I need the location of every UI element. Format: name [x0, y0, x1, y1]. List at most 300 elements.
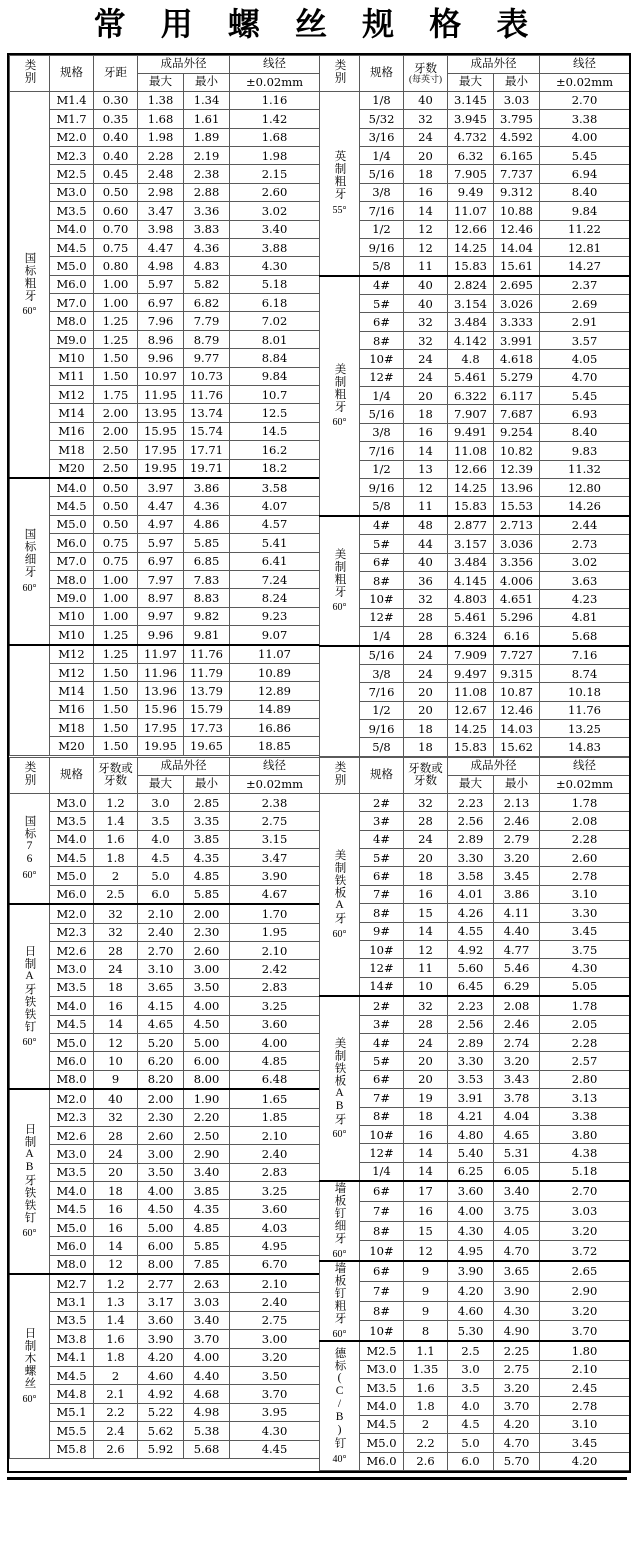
- cell-outer-max: 13.96: [138, 682, 184, 700]
- cell-outer-max: 15.96: [138, 700, 184, 718]
- cell-outer-min: 3.36: [184, 202, 230, 220]
- cell-outer-max: 2.89: [448, 1033, 494, 1051]
- cell-outer-max: 3.30: [448, 849, 494, 867]
- cell-outer-min: 9.315: [494, 664, 540, 682]
- cell-wire: 16.86: [230, 719, 320, 737]
- cell-wire: 9.23: [230, 607, 320, 625]
- cell-wire: 4.23: [540, 590, 630, 608]
- cell-wire: 1.70: [230, 904, 320, 923]
- header-spec: 规格: [360, 757, 404, 793]
- cell-outer-min: 7.83: [184, 570, 230, 588]
- cell-pitch-or-teeth: 13: [404, 460, 448, 478]
- cell-wire: 4.38: [540, 1144, 630, 1162]
- table-row: [320, 368, 630, 386]
- cell-pitch-or-teeth: 20: [404, 683, 448, 701]
- table-row: [320, 405, 630, 423]
- cell-outer-min: 17.71: [184, 441, 230, 459]
- cell-outer-min: 4.40: [494, 922, 540, 940]
- cell-wire: 3.10: [540, 885, 630, 903]
- cell-outer-max: 8.97: [138, 589, 184, 607]
- cell-spec: M11: [50, 367, 94, 385]
- cell-outer-min: 6.117: [494, 387, 540, 405]
- cell-outer-max: 4.21: [448, 1107, 494, 1125]
- cell-spec: M6.0: [360, 1452, 404, 1470]
- cell-outer-max: 1.38: [138, 91, 184, 109]
- cell-outer-max: 9.96: [138, 349, 184, 367]
- cell-pitch-or-teeth: 18: [94, 978, 138, 996]
- cell-outer-max: 4.95: [448, 1241, 494, 1261]
- cell-wire: 2.73: [540, 535, 630, 553]
- cell-spec: M1.7: [50, 110, 94, 128]
- cell-pitch-or-teeth: 1.00: [94, 589, 138, 607]
- cell-outer-max: 6.00: [138, 1237, 184, 1255]
- table-row: [10, 404, 320, 422]
- cell-outer-max: 4.97: [138, 515, 184, 533]
- cell-wire: 3.70: [540, 1321, 630, 1341]
- row-category-angle: 60°: [332, 601, 347, 613]
- table-row: [320, 128, 630, 146]
- row-category: [10, 645, 50, 756]
- table-row: [10, 719, 320, 737]
- table-row: [10, 1311, 320, 1329]
- cell-outer-max: 4.80: [448, 1125, 494, 1143]
- cell-outer-max: 7.909: [448, 646, 494, 665]
- cell-pitch-or-teeth: 9: [404, 1261, 448, 1281]
- cell-wire: 3.25: [230, 1182, 320, 1200]
- table-row: [320, 812, 630, 830]
- row-category: [10, 904, 50, 1089]
- table-row: [320, 1125, 630, 1143]
- table-row: [320, 646, 630, 665]
- row-category-label: 美制铁板AB牙: [333, 1036, 346, 1126]
- cell-wire: 3.88: [230, 238, 320, 256]
- cell-outer-min: 3.85: [184, 830, 230, 848]
- cell-spec: M4.0: [50, 220, 94, 238]
- table-row: [320, 183, 630, 201]
- cell-wire: 2.45: [540, 1378, 630, 1396]
- cell-wire: 2.78: [540, 867, 630, 885]
- cell-wire: 2.83: [230, 1163, 320, 1181]
- cell-outer-max: 15.83: [448, 738, 494, 756]
- table-row: [10, 552, 320, 570]
- cell-outer-min: 2.75: [494, 1360, 540, 1378]
- cell-pitch-or-teeth: 1.25: [94, 312, 138, 330]
- cell-wire: 18.85: [230, 737, 320, 755]
- cell-outer-min: 10.73: [184, 367, 230, 385]
- table-row: [10, 1293, 320, 1311]
- cell-outer-max: 7.96: [138, 312, 184, 330]
- row-category-angle: 60°: [22, 305, 37, 317]
- cell-pitch-or-teeth: 1.35: [404, 1360, 448, 1378]
- table-row: [10, 849, 320, 867]
- cell-spec: 1/4: [360, 146, 404, 164]
- cell-outer-min: 2.713: [494, 516, 540, 535]
- cell-pitch-or-teeth: 16: [404, 183, 448, 201]
- cell-wire: 3.02: [540, 553, 630, 571]
- cell-outer-min: 12.46: [494, 701, 540, 719]
- cell-pitch-or-teeth: 14: [94, 1015, 138, 1033]
- cell-wire: 3.20: [540, 1301, 630, 1321]
- row-category-angle: 60°: [22, 870, 37, 882]
- table-row: [10, 91, 320, 109]
- spec-tables-wrapper: [7, 53, 627, 1473]
- cell-spec: 5/8: [360, 257, 404, 276]
- cell-spec: 6#: [360, 1070, 404, 1088]
- cell-pitch-or-teeth: 0.50: [94, 497, 138, 515]
- cell-outer-max: 11.97: [138, 645, 184, 664]
- cell-outer-min: 5.279: [494, 368, 540, 386]
- cell-outer-max: 2.23: [448, 793, 494, 811]
- table-row: [320, 1415, 630, 1433]
- cell-spec: M5.0: [50, 515, 94, 533]
- cell-outer-max: 3.98: [138, 220, 184, 238]
- cell-spec: M5.8: [50, 1440, 94, 1458]
- table-row: [10, 1348, 320, 1366]
- row-category-label: 墙板钉细牙: [333, 1182, 346, 1245]
- cell-wire: 14.83: [540, 738, 630, 756]
- cell-spec: M4.8: [50, 1385, 94, 1403]
- cell-spec: M4.0: [360, 1397, 404, 1415]
- cell-outer-max: 2.28: [138, 146, 184, 164]
- cell-pitch-or-teeth: 2.50: [94, 459, 138, 478]
- cell-outer-max: 1.98: [138, 128, 184, 146]
- header-max: 最大: [448, 73, 494, 91]
- cell-outer-max: 5.40: [448, 1144, 494, 1162]
- cell-wire: 3.45: [540, 922, 630, 940]
- cell-pitch-or-teeth: 2.2: [94, 1403, 138, 1421]
- table-row: [320, 1341, 630, 1360]
- header-max: 最大: [138, 775, 184, 793]
- cell-outer-min: 3.03: [184, 1293, 230, 1311]
- table-row: [320, 110, 630, 128]
- cell-spec: 4#: [360, 830, 404, 848]
- cell-spec: 8#: [360, 571, 404, 589]
- cell-spec: M5.0: [360, 1434, 404, 1452]
- cell-outer-min: 13.96: [494, 479, 540, 497]
- header-wire-dia: 线径: [230, 757, 320, 775]
- table-row: [10, 257, 320, 275]
- cell-pitch-or-teeth: 17: [404, 1181, 448, 1201]
- cell-pitch-or-teeth: 1.1: [404, 1341, 448, 1360]
- cell-wire: 2.40: [230, 1293, 320, 1311]
- cell-spec: M4.5: [360, 1415, 404, 1433]
- cell-outer-max: 4.47: [138, 238, 184, 256]
- cell-outer-max: 4.732: [448, 128, 494, 146]
- cell-outer-min: 15.74: [184, 422, 230, 440]
- cell-outer-min: 4.04: [494, 1107, 540, 1125]
- table-row: [320, 683, 630, 701]
- cell-outer-min: 3.036: [494, 535, 540, 553]
- right-lower-container: [319, 757, 630, 1472]
- cell-outer-min: 4.36: [184, 238, 230, 256]
- cell-wire: 6.93: [540, 405, 630, 423]
- cell-outer-min: 4.35: [184, 1200, 230, 1218]
- cell-wire: 14.27: [540, 257, 630, 276]
- cell-wire: 8.24: [230, 589, 320, 607]
- row-category: [320, 793, 360, 996]
- cell-outer-min: 9.82: [184, 607, 230, 625]
- cell-outer-max: 4.50: [138, 1200, 184, 1218]
- cell-outer-max: 4.20: [448, 1281, 494, 1301]
- cell-outer-min: 3.40: [184, 1311, 230, 1329]
- table-row: [10, 1218, 320, 1236]
- cell-wire: 11.22: [540, 220, 630, 238]
- table-row: [10, 441, 320, 459]
- cell-spec: 12#: [360, 1144, 404, 1162]
- table-row: [10, 1366, 320, 1384]
- cell-outer-min: 4.85: [184, 867, 230, 885]
- cell-wire: 3.60: [230, 1015, 320, 1033]
- table-row: [320, 627, 630, 646]
- cell-pitch-or-teeth: 36: [404, 571, 448, 589]
- cell-pitch-or-teeth: 0.30: [94, 91, 138, 109]
- cell-outer-max: 9.96: [138, 626, 184, 645]
- cell-pitch-or-teeth: 28: [94, 941, 138, 959]
- cell-spec: M3.5: [50, 1163, 94, 1181]
- cell-outer-max: 4.92: [448, 940, 494, 958]
- row-category-angle: 60°: [332, 417, 347, 429]
- cell-outer-max: 3.65: [138, 978, 184, 996]
- cell-outer-min: 8.00: [184, 1070, 230, 1089]
- cell-pitch-or-teeth: 1.25: [94, 626, 138, 645]
- cell-spec: 1/2: [360, 701, 404, 719]
- cell-pitch-or-teeth: 1.4: [94, 1311, 138, 1329]
- table-row: [320, 202, 630, 220]
- cell-wire: 3.30: [540, 904, 630, 922]
- cell-outer-min: 2.90: [184, 1145, 230, 1163]
- cell-wire: 1.85: [230, 1108, 320, 1126]
- cell-outer-max: 5.62: [138, 1422, 184, 1440]
- cell-outer-max: 2.877: [448, 516, 494, 535]
- cell-wire: 1.80: [540, 1341, 630, 1360]
- cell-spec: 5/8: [360, 738, 404, 756]
- cell-wire: 2.42: [230, 960, 320, 978]
- cell-pitch-or-teeth: 40: [404, 295, 448, 313]
- cell-outer-min: 3.03: [494, 91, 540, 109]
- cell-pitch-or-teeth: 12: [94, 1255, 138, 1274]
- cell-outer-min: 15.79: [184, 700, 230, 718]
- header-teeth-label: 牙数或牙数: [408, 763, 443, 788]
- table-row: [10, 867, 320, 885]
- cell-outer-max: 3.97: [138, 478, 184, 497]
- cell-wire: 3.63: [540, 571, 630, 589]
- cell-pitch-or-teeth: 0.50: [94, 478, 138, 497]
- header-teeth-unit: (每英寸): [409, 73, 442, 84]
- cell-pitch-or-teeth: 20: [404, 1052, 448, 1070]
- cell-outer-max: 8.96: [138, 330, 184, 348]
- cell-pitch-or-teeth: 1.50: [94, 682, 138, 700]
- cell-outer-max: 4.20: [138, 1348, 184, 1366]
- cell-spec: 4#: [360, 276, 404, 295]
- cell-spec: M5.0: [50, 257, 94, 275]
- cell-outer-max: 3.17: [138, 1293, 184, 1311]
- cell-outer-min: 4.36: [184, 497, 230, 515]
- cell-pitch-or-teeth: 0.75: [94, 534, 138, 552]
- cell-outer-max: 3.157: [448, 535, 494, 553]
- cell-wire: 4.95: [230, 1237, 320, 1255]
- cell-spec: 9/16: [360, 720, 404, 738]
- cell-outer-max: 3.10: [138, 960, 184, 978]
- cell-wire: 3.70: [230, 1385, 320, 1403]
- cell-outer-min: 3.43: [494, 1070, 540, 1088]
- cell-outer-max: 4.30: [448, 1221, 494, 1241]
- cell-pitch-or-teeth: 1.50: [94, 367, 138, 385]
- cell-outer-max: 2.30: [138, 1108, 184, 1126]
- cell-spec: 7#: [360, 885, 404, 903]
- cell-wire: 2.60: [230, 183, 320, 201]
- cell-outer-min: 4.70: [494, 1434, 540, 1452]
- cell-outer-max: 12.66: [448, 460, 494, 478]
- table-row: [320, 959, 630, 977]
- cell-spec: M3.0: [50, 793, 94, 811]
- cell-outer-min: 5.46: [494, 959, 540, 977]
- table-row: [320, 940, 630, 958]
- cell-outer-min: 4.98: [184, 1403, 230, 1421]
- cell-outer-max: 10.97: [138, 367, 184, 385]
- cell-wire: 7.24: [230, 570, 320, 588]
- cell-wire: 4.81: [540, 608, 630, 626]
- cell-pitch-or-teeth: 2.6: [94, 1440, 138, 1458]
- cell-wire: 9.07: [230, 626, 320, 645]
- table-row: [10, 663, 320, 681]
- cell-pitch-or-teeth: 8: [404, 1321, 448, 1341]
- row-category-angle: 60°: [22, 1228, 37, 1240]
- cell-pitch-or-teeth: 2: [404, 1415, 448, 1433]
- cell-outer-min: 2.79: [494, 830, 540, 848]
- cell-pitch-or-teeth: 24: [94, 1145, 138, 1163]
- header-teeth-label: 牙数: [414, 62, 437, 75]
- cell-outer-min: 12.46: [494, 220, 540, 238]
- header-outer-dia: 成品外径: [138, 55, 230, 73]
- cell-outer-min: 3.50: [184, 978, 230, 996]
- table-row: [10, 960, 320, 978]
- cell-spec: 7#: [360, 1089, 404, 1107]
- cell-wire: 14.89: [230, 700, 320, 718]
- cell-wire: 3.60: [230, 1200, 320, 1218]
- cell-spec: M3.8: [50, 1330, 94, 1348]
- table-row: [10, 422, 320, 440]
- cell-wire: 12.89: [230, 682, 320, 700]
- cell-spec: 3/8: [360, 423, 404, 441]
- cell-outer-min: 12.39: [494, 460, 540, 478]
- cell-outer-min: 3.333: [494, 313, 540, 331]
- table-row: [10, 1255, 320, 1274]
- table-row: [10, 904, 320, 923]
- row-category: [10, 1089, 50, 1274]
- table-row: [320, 276, 630, 295]
- cell-outer-min: 3.795: [494, 110, 540, 128]
- header-row-top: [320, 757, 630, 775]
- row-category: [10, 1274, 50, 1458]
- cell-spec: M9.0: [50, 330, 94, 348]
- cell-outer-min: 9.81: [184, 626, 230, 645]
- right-lower-table: [319, 757, 630, 1471]
- outer-layout-table: [7, 53, 631, 1473]
- table-row: [10, 793, 320, 811]
- cell-pitch-or-teeth: 0.60: [94, 202, 138, 220]
- cell-wire: 4.30: [540, 959, 630, 977]
- cell-pitch-or-teeth: 0.40: [94, 146, 138, 164]
- table-row: [320, 720, 630, 738]
- cell-outer-max: 2.48: [138, 165, 184, 183]
- cell-outer-min: 9.312: [494, 183, 540, 201]
- cell-wire: 3.02: [230, 202, 320, 220]
- row-category-angle: 60°: [332, 1328, 347, 1340]
- cell-outer-min: 2.13: [494, 793, 540, 811]
- cell-outer-min: 19.65: [184, 737, 230, 755]
- cell-pitch-or-teeth: 20: [404, 849, 448, 867]
- table-row: [10, 1200, 320, 1218]
- cell-wire: 10.7: [230, 386, 320, 404]
- table-row: [10, 1237, 320, 1255]
- cell-spec: M4.0: [50, 1182, 94, 1200]
- header-category-label: 类别: [23, 761, 36, 787]
- cell-outer-min: 6.05: [494, 1162, 540, 1181]
- table-row: [10, 1145, 320, 1163]
- cell-spec: 10#: [360, 590, 404, 608]
- cell-spec: 10#: [360, 350, 404, 368]
- cell-spec: M3.0: [360, 1360, 404, 1378]
- cell-wire: 8.84: [230, 349, 320, 367]
- cell-wire: 2.75: [230, 812, 320, 830]
- cell-outer-max: 14.25: [448, 479, 494, 497]
- cell-outer-min: 2.74: [494, 1033, 540, 1051]
- cell-outer-min: 3.86: [494, 885, 540, 903]
- table-row: [10, 146, 320, 164]
- cell-wire: 3.47: [230, 849, 320, 867]
- cell-spec: M6.0: [50, 1052, 94, 1070]
- row-category: [10, 793, 50, 904]
- cell-outer-min: 2.30: [184, 923, 230, 941]
- cell-pitch-or-teeth: 2.1: [94, 1385, 138, 1403]
- cell-spec: M5.1: [50, 1403, 94, 1421]
- cell-outer-min: 19.71: [184, 459, 230, 478]
- cell-pitch-or-teeth: 0.75: [94, 238, 138, 256]
- cell-spec: 12#: [360, 608, 404, 626]
- cell-spec: 10#: [360, 940, 404, 958]
- table-row: [10, 515, 320, 533]
- table-row: [10, 645, 320, 664]
- cell-spec: M4.5: [50, 497, 94, 515]
- cell-spec: 5/16: [360, 165, 404, 183]
- cell-pitch-or-teeth: 12: [404, 940, 448, 958]
- table-row: [320, 1162, 630, 1181]
- cell-outer-max: 4.98: [138, 257, 184, 275]
- cell-pitch-or-teeth: 0.80: [94, 257, 138, 275]
- cell-pitch-or-teeth: 1.00: [94, 294, 138, 312]
- cell-spec: M2.0: [50, 904, 94, 923]
- cell-wire: 3.95: [230, 1403, 320, 1421]
- cell-spec: M9.0: [50, 589, 94, 607]
- cell-outer-min: 1.61: [184, 110, 230, 128]
- cell-outer-min: 4.00: [184, 1348, 230, 1366]
- table-row: [10, 275, 320, 293]
- cell-spec: M4.0: [50, 830, 94, 848]
- cell-wire: 1.16: [230, 91, 320, 109]
- header-spec: 规格: [50, 757, 94, 793]
- cell-pitch-or-teeth: 20: [404, 701, 448, 719]
- cell-outer-min: 2.19: [184, 146, 230, 164]
- table-row: [10, 220, 320, 238]
- cell-outer-max: 8.20: [138, 1070, 184, 1089]
- cell-spec: 3#: [360, 812, 404, 830]
- cell-pitch-or-teeth: 14: [404, 922, 448, 940]
- table-row: [10, 165, 320, 183]
- cell-outer-max: 2.824: [448, 276, 494, 295]
- cell-wire: 1.68: [230, 128, 320, 146]
- row-category-label: 德标(C/B)钉: [333, 1347, 346, 1450]
- cell-pitch-or-teeth: 40: [94, 1089, 138, 1108]
